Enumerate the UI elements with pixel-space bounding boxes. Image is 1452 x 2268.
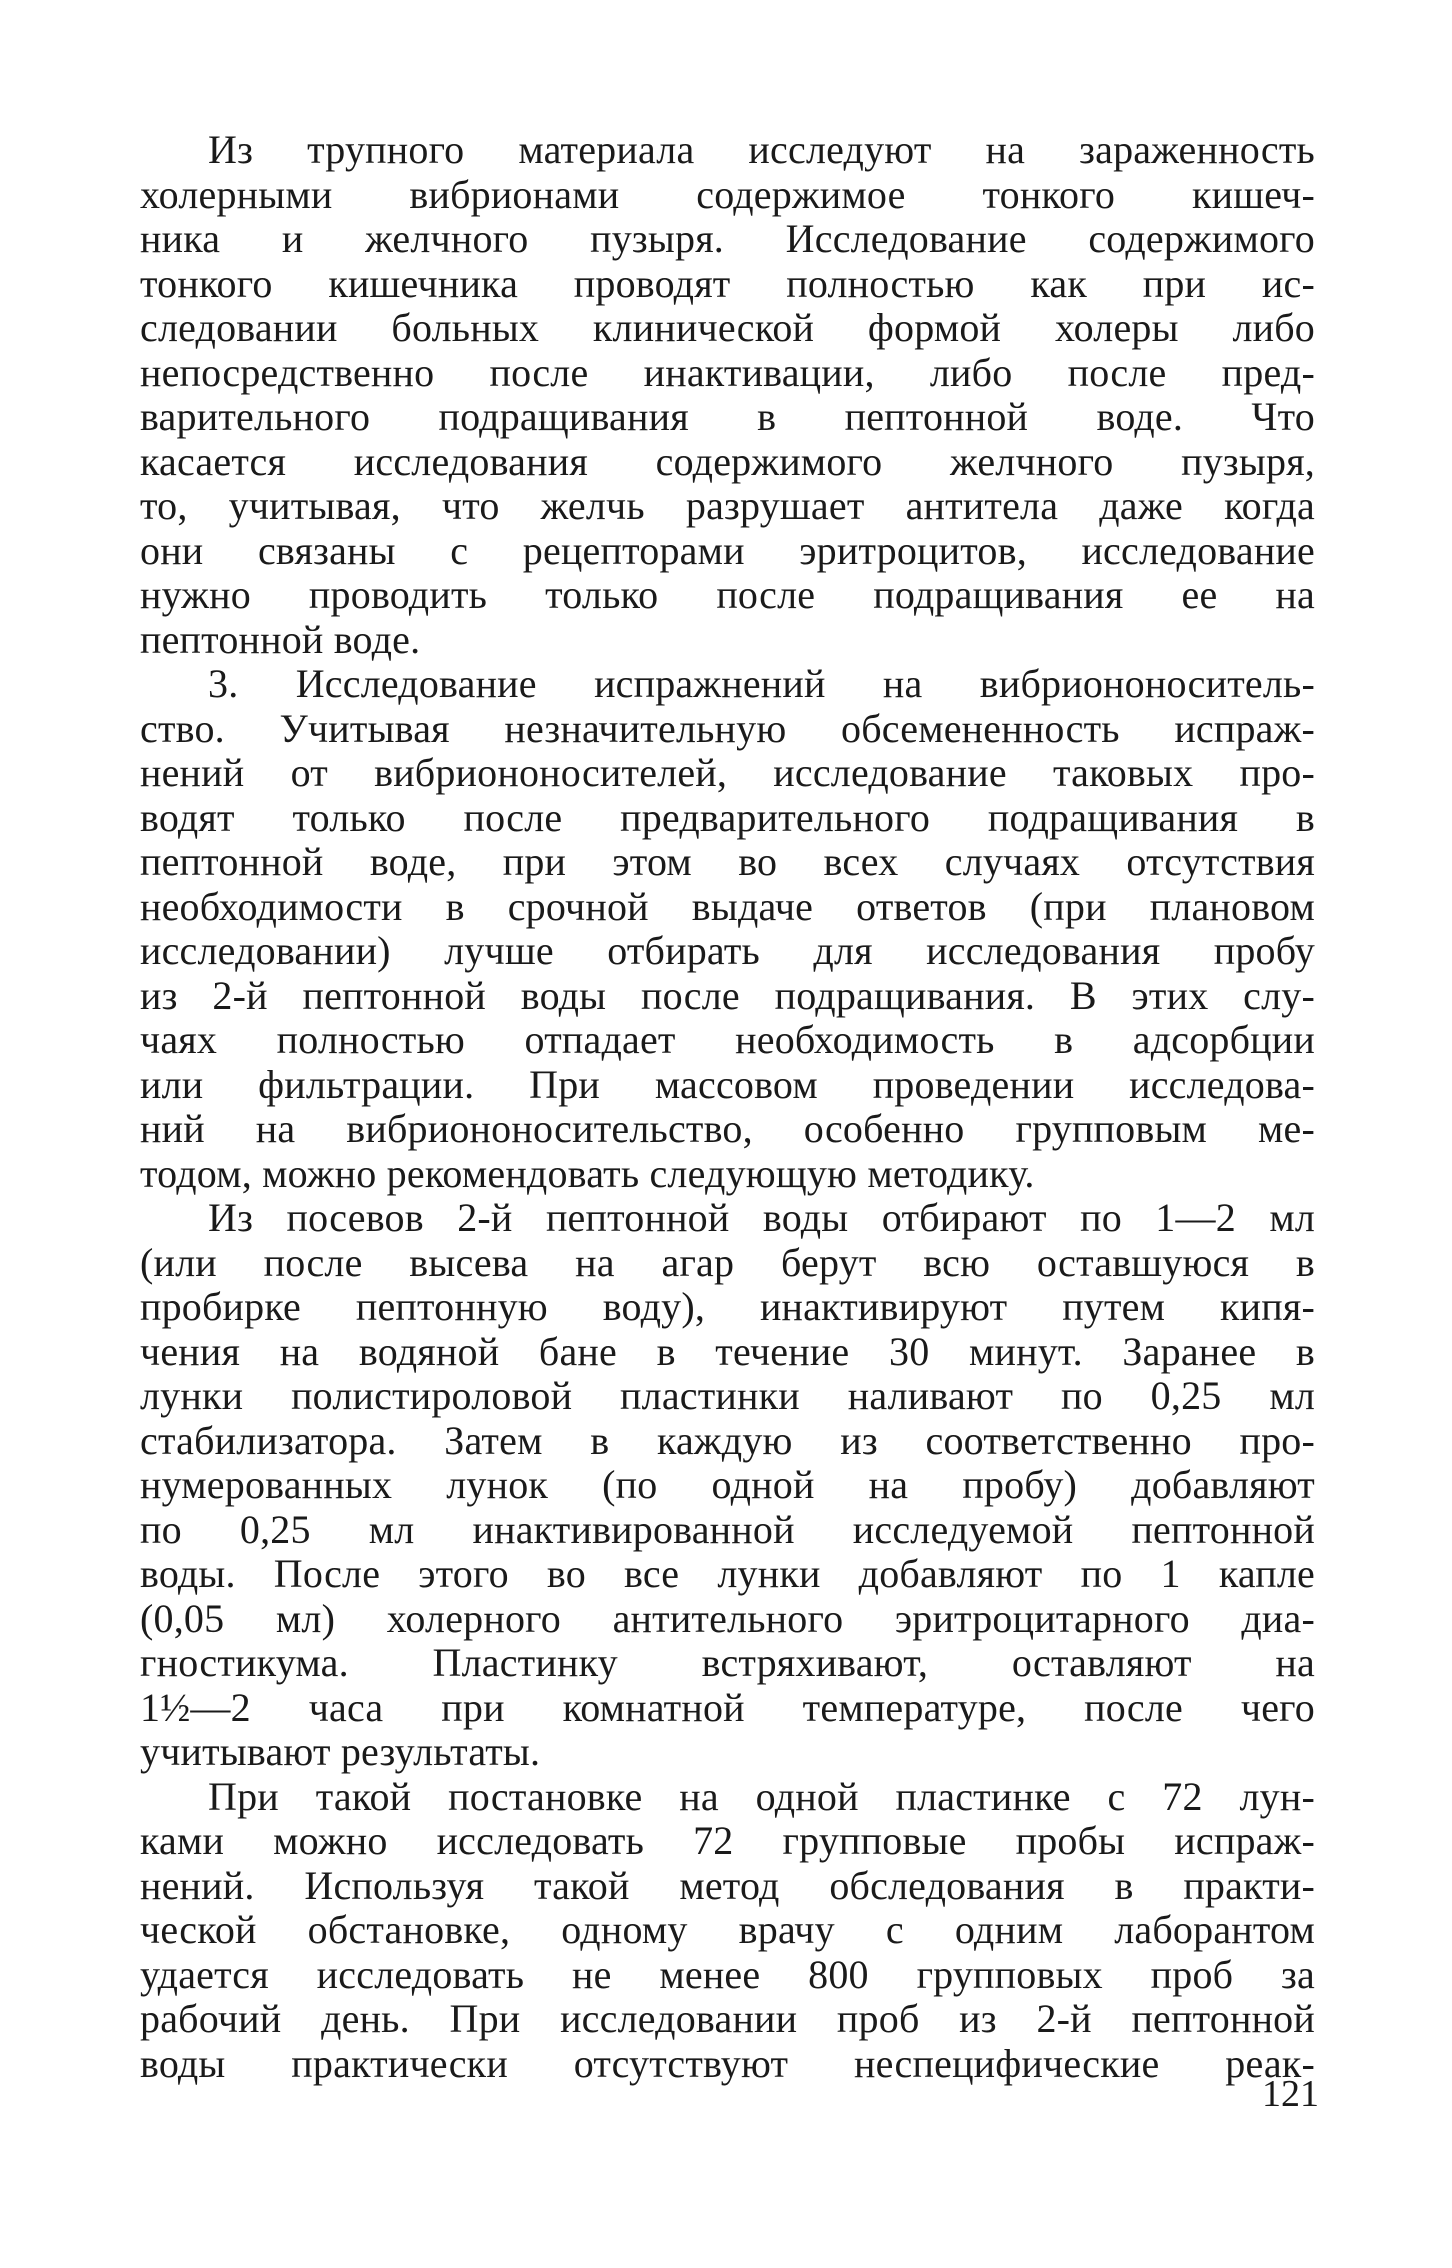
text-line: ство. Учитывая незначительную обсемененность испраж- xyxy=(140,705,1315,751)
text-line: (или после высева на агар берут всю оставшуюся в xyxy=(140,1239,1315,1285)
text-line: 1½—2 часа при комнатной температуре, после чего xyxy=(140,1684,1315,1730)
text-line: исследовании) лучше отбирать для исследования пробу xyxy=(140,928,1315,973)
page-body xyxy=(140,128,1315,2086)
text-line: варительного подращивания в пептонной воде. Что xyxy=(140,394,1315,439)
text-line: ческой обстановке, одному врачу с одним лаборантом xyxy=(140,1907,1315,1952)
text-line: При такой постановке на одной пластинке с 72 лун- xyxy=(208,1773,1315,1819)
text-line: водят только после предварительного подращивания в xyxy=(140,794,1315,840)
text-line: (0,05 мл) холерного антительного эритроцитарного диа- xyxy=(140,1595,1315,1641)
text-line: следовании больных клинической формой холеры либо xyxy=(140,305,1315,350)
text-line: нужно проводить только после подращивания ее на xyxy=(140,572,1315,617)
text-line: Из трупного материала исследуют на зараженность xyxy=(208,127,1315,172)
text-line: пробирке пептонную воду), инактивируют путем кипя- xyxy=(140,1284,1315,1329)
text-line: 3. Исследование испражнений на вибриононоситель- xyxy=(208,661,1315,706)
page-number: 121 xyxy=(1262,2073,1319,2115)
text-line: лунки полистироловой пластинки наливают по 0,25 мл xyxy=(140,1373,1315,1418)
text-line: по 0,25 мл инактивированной исследуемой пептонной xyxy=(140,1506,1315,1552)
text-line: нумерованных лунок (по одной на пробу) добавляют xyxy=(140,1462,1315,1507)
text-line: чаях полностью отпадает необходимость в адсорбции xyxy=(140,1017,1315,1062)
text-line: Из посевов 2-й пептонной воды отбирают по 1—2 мл xyxy=(208,1195,1315,1240)
text-line: нений от вибриононосителей, исследование таковых про- xyxy=(140,750,1315,795)
text-line: пептонной воде, при этом во всех случаях отсутствия xyxy=(140,839,1315,884)
text-line: стабилизатора. Затем в каждую из соответственно про- xyxy=(140,1417,1315,1463)
text-line: тодом, можно рекомендовать следующую методику. xyxy=(140,1150,1035,1196)
text-line: или фильтрации. При массовом проведении исследова- xyxy=(140,1061,1315,1107)
text-line: ний на вибриононосительство, особенно групповым ме- xyxy=(140,1106,1315,1151)
text-line: воды практически отсутствуют неспецифические реак- xyxy=(140,2040,1315,2086)
text-line: непосредственно после инактивации, либо после пред- xyxy=(140,349,1315,395)
text-line: чения на водяной бане в течение 30 минут. Заранее в xyxy=(140,1328,1315,1374)
text-line: пептонной воде. xyxy=(140,616,421,662)
text-line: они связаны с рецепторами эритроцитов, исследование xyxy=(140,527,1315,573)
text-line: воды. После этого во все лунки добавляют по 1 капле xyxy=(140,1551,1315,1596)
text-line: то, учитывая, что желчь разрушает антитела даже когда xyxy=(140,483,1315,528)
text-line: касается исследования содержимого желчного пузыря, xyxy=(140,438,1315,484)
text-line: ками можно исследовать 72 групповые пробы испраж- xyxy=(140,1818,1315,1863)
text-line: из 2-й пептонной воды после подращивания. В этих слу- xyxy=(140,972,1315,1018)
text-line: гностикума. Пластинку встряхивают, оставляют на xyxy=(140,1640,1315,1685)
text-line: необходимости в срочной выдаче ответов (при плановом xyxy=(140,883,1315,929)
text-line: нений. Используя такой метод обследования в практи- xyxy=(140,1862,1315,1908)
text-line: ника и желчного пузыря. Исследование содержимого xyxy=(140,216,1315,261)
text-line: рабочий день. При исследовании проб из 2-й пептонной xyxy=(140,1996,1315,2041)
text-line: холерными вибрионами содержимое тонкого кишеч- xyxy=(140,171,1315,217)
text-line: удается исследовать не менее 800 групповых проб за xyxy=(140,1951,1315,1997)
text-line: учитывают результаты. xyxy=(140,1729,541,1774)
text-line: тонкого кишечника проводят полностью как при ис- xyxy=(140,260,1315,306)
